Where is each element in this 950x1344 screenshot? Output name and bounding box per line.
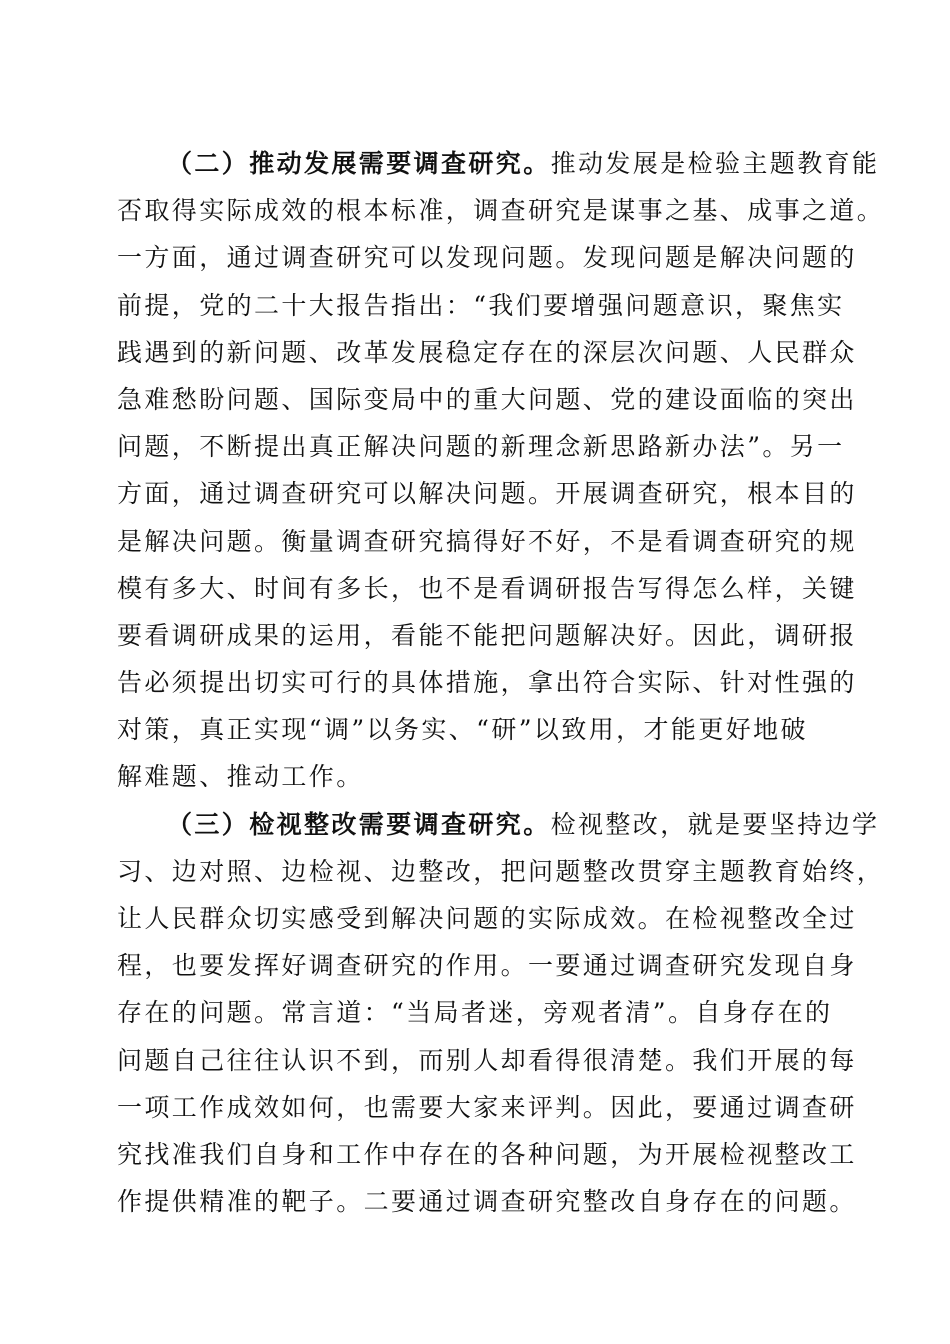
paragraph-inspection — [117, 801, 885, 1226]
text-line: 对策，真正实现“调”以务实、“研”以致用，才能更好地破 — [117, 715, 808, 745]
text-line: 一方面，通过调查研究可以发现问题。发现问题是解决问题的 — [117, 243, 857, 273]
text-line: 问题，不断提出真正解决问题的新理念新思路新办法”。另一 — [117, 432, 845, 462]
text-line: 究找准我们自身和工作中存在的各种问题，为开展检视整改工 — [117, 1139, 857, 1169]
text-line: 推动发展是检验主题教育能 — [550, 149, 880, 178]
text-line: 前提，党的二十大报告指出：“我们要增强问题意识，聚焦实 — [117, 290, 845, 320]
text-line: 告必须提出切实可行的具体措施，拿出符合实际、针对性强的 — [117, 668, 857, 698]
text-line: 是解决问题。衡量调查研究搞得好不好，不是看调查研究的规 — [117, 526, 857, 556]
text-line: 急难愁盼问题、国际变局中的重大问题、党的建设面临的突出 — [117, 384, 857, 414]
paragraph-development — [117, 140, 885, 801]
paragraph-first-line — [117, 140, 880, 187]
text-line: 解难题、推动工作。 — [117, 762, 364, 792]
text-line: 程，也要发挥好调查研究的作用。一要通过调查研究发现自身 — [117, 951, 857, 981]
text-line: 问题自己往往认识不到，而别人却看得很清楚。我们开展的每 — [117, 1045, 857, 1075]
paragraph-first-line — [117, 801, 880, 848]
text-line: 一项工作成效如何，也需要大家来评判。因此，要通过调查研 — [117, 1092, 857, 1122]
text-line: 否取得实际成效的根本标准，调查研究是谋事之基、成事之道。 — [117, 196, 885, 226]
text-line: 践遇到的新问题、改革发展稳定存在的深层次问题、人民群众 — [117, 337, 857, 367]
text-line: 检视整改，就是要坚持边学 — [550, 809, 880, 839]
text-line: 习、边对照、边检视、边整改，把问题整改贯穿主题教育始终， — [117, 856, 885, 886]
text-line: 要看调研成果的运用，看能不能把问题解决好。因此，调研报 — [117, 620, 857, 650]
text-line: 让人民群众切实感受到解决问题的实际成效。在检视整改全过 — [117, 904, 857, 933]
section-heading: （三）检视整改需要调查研究。 — [167, 809, 551, 839]
document-body — [117, 140, 885, 1225]
section-heading: （二）推动发展需要调查研究。 — [167, 149, 551, 178]
text-line: 作提供精准的靶子。二要通过调查研究整改自身存在的问题。 — [117, 1187, 857, 1217]
text-line: 存在的问题。常言道：“当局者迷，旁观者清”。自身存在的 — [117, 998, 833, 1028]
text-line: 方面，通过调查研究可以解决问题。开展调查研究，根本目的 — [117, 479, 857, 509]
text-line: 模有多大、时间有多长，也不是看调研报告写得怎么样，关键 — [117, 573, 857, 603]
